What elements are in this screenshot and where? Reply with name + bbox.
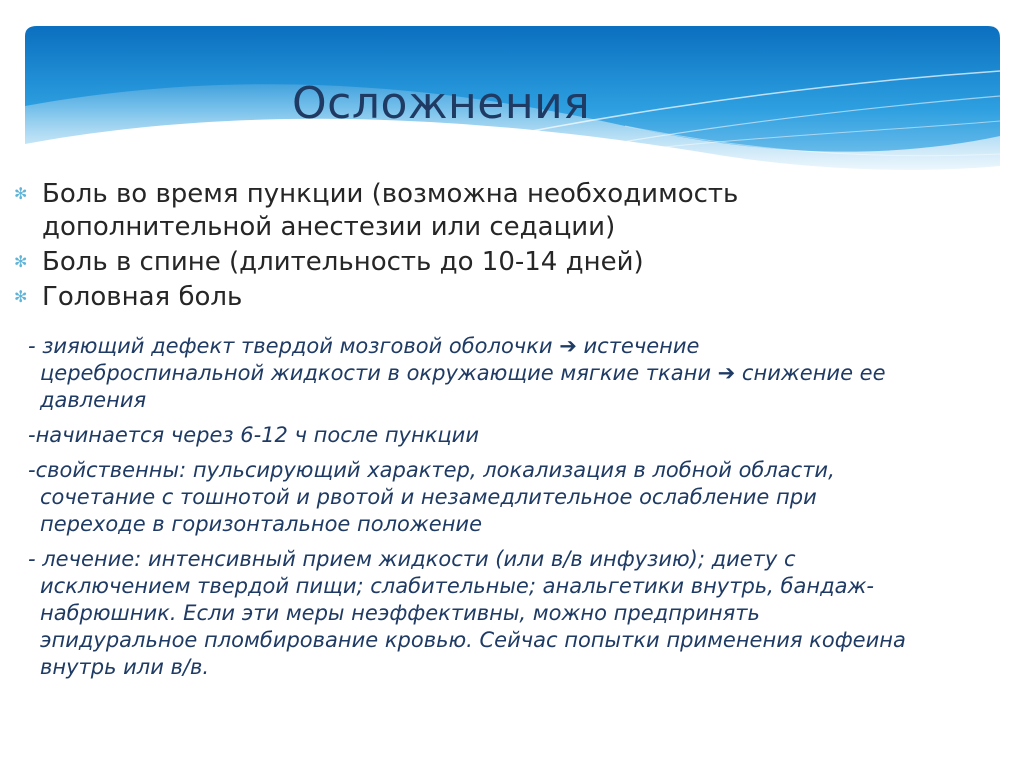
sub-item-treatment: - лечение: интенсивный прием жидкости (или в/в инфузию); диету с исключением твердой пищи; слабительные; анальгетики внутрь, бандаж-набрюшник. Если эти меры неэффективны, можно предпринять эпидуральное пломбирование кровью. Сейчас попытки применения кофеина внутрь или в/в.	[28, 547, 906, 679]
bullet-item	[14, 178, 894, 244]
defect-text-3: снижение ее давления	[40, 361, 886, 412]
bullet-text: Боль в спине (длительность до 10-14 дней)	[42, 247, 644, 277]
asterisk-bullet-icon: ✻	[14, 186, 28, 203]
sub-item-defect	[28, 333, 908, 414]
bullet-list	[14, 178, 894, 316]
bullet-item	[14, 246, 894, 279]
sub-item-onset: -начинается через 6-12 ч после пункции	[28, 423, 479, 447]
bullet-text: Головная боль	[42, 282, 243, 312]
defect-text-2: истечение цереброспинальной жидкости в окружающие мягкие ткани	[40, 334, 718, 385]
arrow-right-icon: ➔	[559, 334, 577, 358]
asterisk-bullet-icon: ✻	[14, 254, 28, 271]
defect-text-1: - зияющий дефект твердой мозговой оболочки	[28, 334, 560, 358]
asterisk-bullet-icon: ✻	[14, 289, 28, 306]
bullet-text: Боль во время пункции (возможна необходимость дополнительной анестезии или седации)	[42, 179, 739, 242]
headache-details	[28, 333, 908, 689]
arrow-right-icon: ➔	[717, 361, 736, 385]
bullet-item	[14, 281, 894, 314]
slide-title: Осложнения	[292, 78, 591, 129]
sub-item-features: -свойственны: пульсирующий характер, локализация в лобной области, сочетание с тошнотой и рвотой и незамедлительное ослабление при переходе в горизонтальное положение	[28, 458, 835, 536]
